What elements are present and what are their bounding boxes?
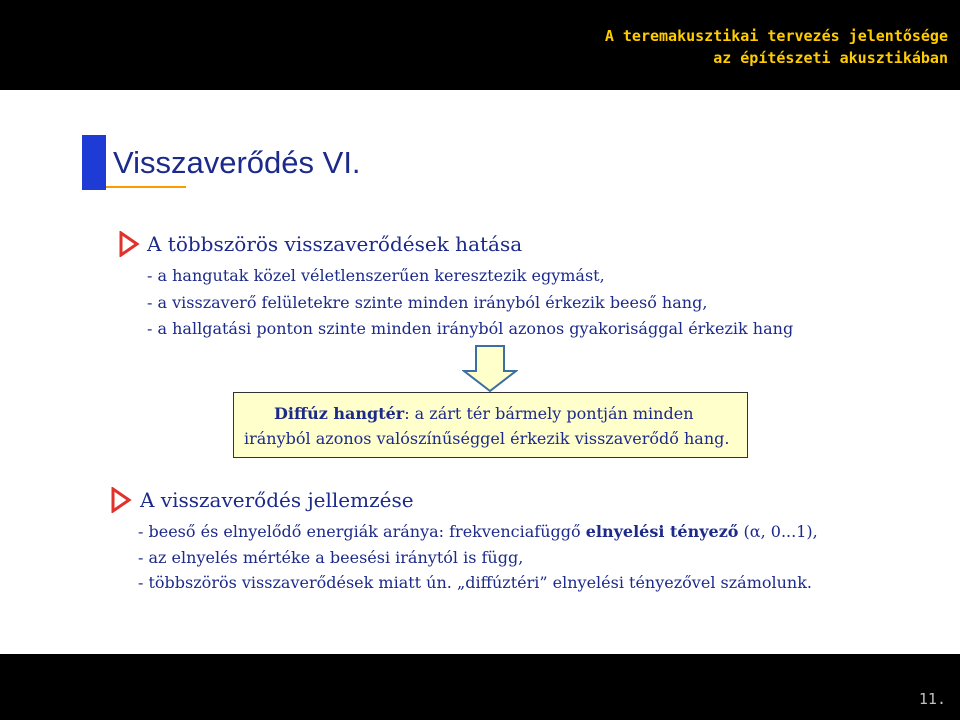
- definition-text: : a zárt tér bármely pontján minden: [404, 404, 694, 423]
- presentation-title-line2: az építészeti akusztikában: [713, 49, 948, 67]
- section2-line1: [138, 522, 818, 541]
- definition-line1: [274, 404, 694, 423]
- definition-term: Diffúz hangtér: [274, 404, 405, 423]
- section2-line1-text: - beeső és elnyelődő energiák aránya: frekvenciafüggő: [138, 522, 586, 541]
- header-bar: [0, 0, 960, 90]
- section1-line: - a hangutak közel véletlenszerűen keresztezik egymást,: [147, 266, 605, 285]
- title-underline: [106, 186, 186, 188]
- section1-line: - a hallgatási ponton szinte minden irányból azonos gyakorisággal érkezik hang: [147, 319, 794, 338]
- section2-line3: - többszörös visszaverődések miatt ún. „diffúztéri” elnyelési tényezővel számolunk.: [138, 573, 813, 592]
- section2-line1-suffix: (α, 0...1),: [738, 522, 818, 541]
- section2-heading: A visszaverődés jellemzése: [140, 488, 414, 512]
- definition-line2: irányból azonos valószínűséggel érkezik visszaverődő hang.: [244, 429, 730, 448]
- section2-line2: - az elnyelés mértéke a beesési iránytól is függ,: [138, 548, 524, 567]
- triangle-bullet-icon: [118, 231, 140, 257]
- definition-box: [233, 392, 748, 458]
- section1-line: - a visszaverő felületekre szinte minden irányból érkezik beeső hang,: [147, 293, 708, 312]
- title-accent-block: [82, 135, 106, 190]
- page-number: 11.: [918, 690, 946, 708]
- down-arrow-icon: [462, 345, 518, 393]
- footer-bar: [0, 654, 960, 720]
- presentation-title: [605, 25, 948, 69]
- triangle-bullet-icon: [110, 487, 132, 513]
- section1-heading: A többszörös visszaverődések hatása: [147, 232, 523, 256]
- slide-title: Visszaverődés VI.: [113, 145, 361, 180]
- presentation-title-line1: A teremakusztikai tervezés jelentősége: [604, 27, 948, 45]
- absorption-coefficient-term: elnyelési tényező: [585, 522, 739, 541]
